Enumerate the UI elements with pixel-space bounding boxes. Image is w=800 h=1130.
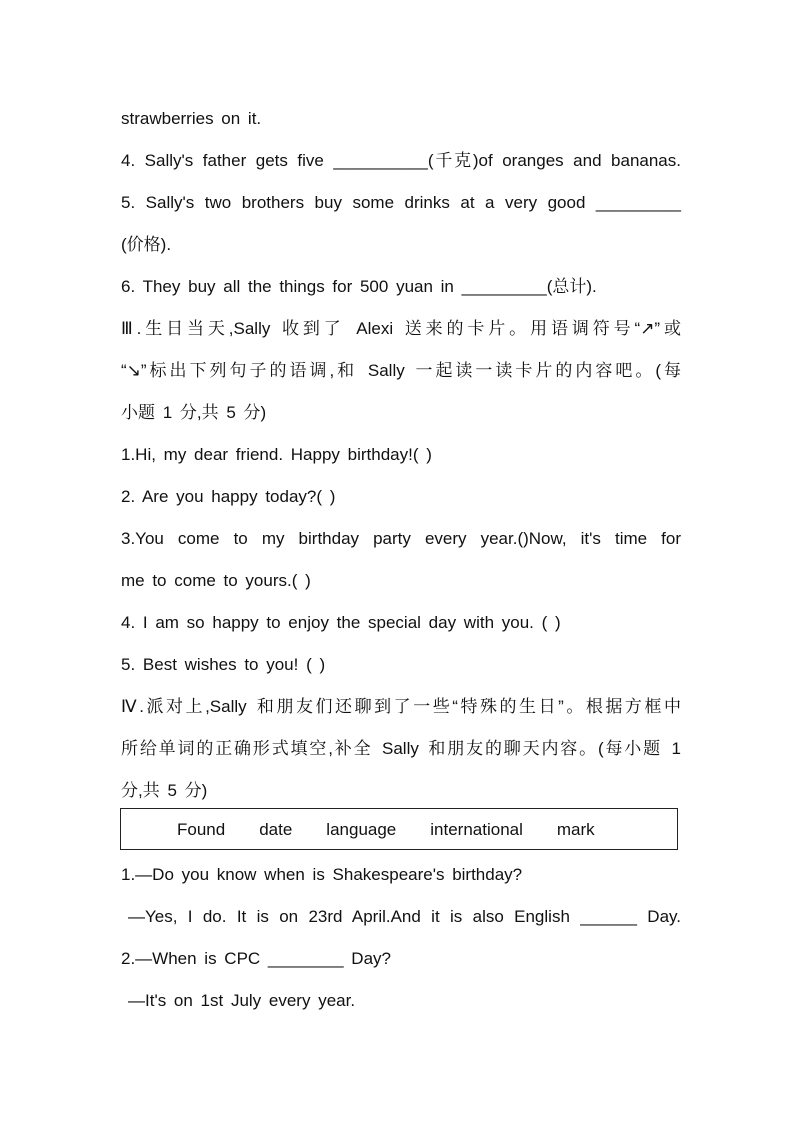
section-3-heading: Ⅲ.生日当天,Sally 收到了 Alexi 送来的卡片。用语调符号“↗”或: [121, 319, 681, 338]
word-item: date: [259, 820, 293, 839]
word-box: [120, 808, 678, 850]
section-4-heading-cont: 分,共 5 分): [121, 781, 208, 800]
word-item: Found: [177, 820, 226, 839]
question-4: 4. Sally's father gets five __________(千克)of oranges and bananas.: [121, 151, 681, 170]
text-line: (价格).: [121, 235, 172, 254]
question-1: 1.Hi, my dear friend. Happy birthday!( ): [121, 445, 432, 464]
section-3-heading-cont: “↘”标出下列句子的语调,和 Sally 一起读一读卡片的内容吧。(每: [121, 361, 681, 380]
question-6: 6. They buy all the things for 500 yuan in _________(总计).: [121, 277, 597, 296]
dialogue-2-answer: —It's on 1st July every year.: [128, 991, 356, 1010]
word-item: international: [430, 820, 523, 839]
question-5: 5. Best wishes to you! ( ): [121, 655, 326, 674]
section-4-heading: Ⅳ.派对上,Sally 和朋友们还聊到了一些“特殊的生日”。根据方框中: [121, 697, 681, 716]
dialogue-1-question: 1.—Do you know when is Shakespeare's birthday?: [121, 865, 523, 884]
word-item: mark: [556, 820, 595, 839]
question-2: 2. Are you happy today?( ): [121, 487, 336, 506]
question-4: 4. I am so happy to enjoy the special day with you. ( ): [121, 613, 561, 632]
question-5: 5. Sally's two brothers buy some drinks at a very good _________: [121, 193, 681, 212]
word-list: [177, 820, 629, 840]
text-line: strawberries on it.: [121, 109, 262, 128]
section-3-heading-cont: 小题 1 分,共 5 分): [121, 403, 267, 422]
section-4-heading-cont: 所给单词的正确形式填空,补全 Sally 和朋友的聊天内容。(每小题 1: [121, 739, 681, 758]
dialogue-1-answer: —Yes, I do. It is on 23rd April.And it is also English ______ Day.: [128, 907, 681, 926]
word-item: language: [326, 820, 397, 839]
text-line: me to come to yours.( ): [121, 571, 311, 590]
dialogue-2-question: 2.—When is CPC ________ Day?: [121, 949, 391, 968]
question-3: 3.You come to my birthday party every year.()Now, it's time for: [121, 529, 681, 548]
